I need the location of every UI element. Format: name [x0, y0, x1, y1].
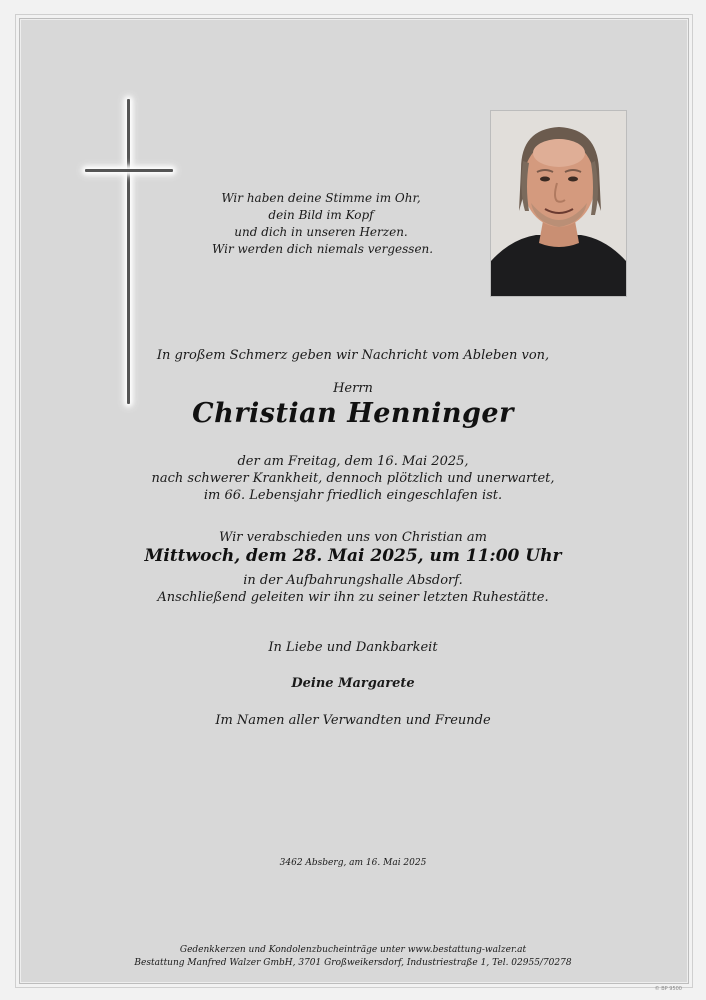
cross-icon-bar [85, 169, 173, 172]
salutation: Herrn [333, 381, 373, 396]
print-code: © BP 9500 [654, 986, 682, 992]
memorial-poem [212, 190, 434, 258]
poem-line: Wir werden dich niemals vergessen. [212, 242, 434, 256]
deceased-name: Christian Henninger [192, 398, 514, 429]
farewell-intro: Wir verabschieden uns von Christian am [219, 530, 487, 545]
death-line: nach schwerer Krankheit, dennoch plötzlich und unerwartet, [151, 471, 555, 486]
farewell-detail: Anschließend geleiten wir ihn zu seiner letzten Ruhestätte. [157, 590, 549, 605]
poem-line: dein Bild im Kopf [268, 208, 374, 222]
on-behalf-text: Im Namen aller Verwandten und Freunde [215, 713, 491, 728]
poem-line: und dich in unseren Herzen. [234, 225, 408, 239]
death-line: im 66. Lebensjahr friedlich eingeschlafen ist. [203, 488, 503, 503]
farewell-detail: in der Aufbahrungshalle Absdorf. [243, 573, 463, 588]
place-date: 3462 Absberg, am 16. Mai 2025 [279, 858, 427, 868]
signer-name: Deine Margarete [291, 676, 415, 691]
death-line: der am Freitag, dem 16. Mai 2025, [237, 454, 469, 469]
farewell-date: Mittwoch, dem 28. Mai 2025, um 11:00 Uhr [144, 546, 562, 566]
intro-text: In großem Schmerz geben wir Nachricht vom Ableben von, [156, 348, 550, 363]
footer-line: Gedenkkerzen und Kondolenzbucheinträge unter www.bestattung-walzer.at [179, 945, 527, 955]
portrait-photo [490, 110, 627, 297]
closing-text: In Liebe und Dankbarkeit [268, 640, 438, 655]
poem-line: Wir haben deine Stimme im Ohr, [221, 191, 421, 205]
footer-line: Bestattung Manfred Walzer GmbH, 3701 Großweikersdorf, Industriestraße 1, Tel. 02955/70278 [134, 958, 572, 968]
